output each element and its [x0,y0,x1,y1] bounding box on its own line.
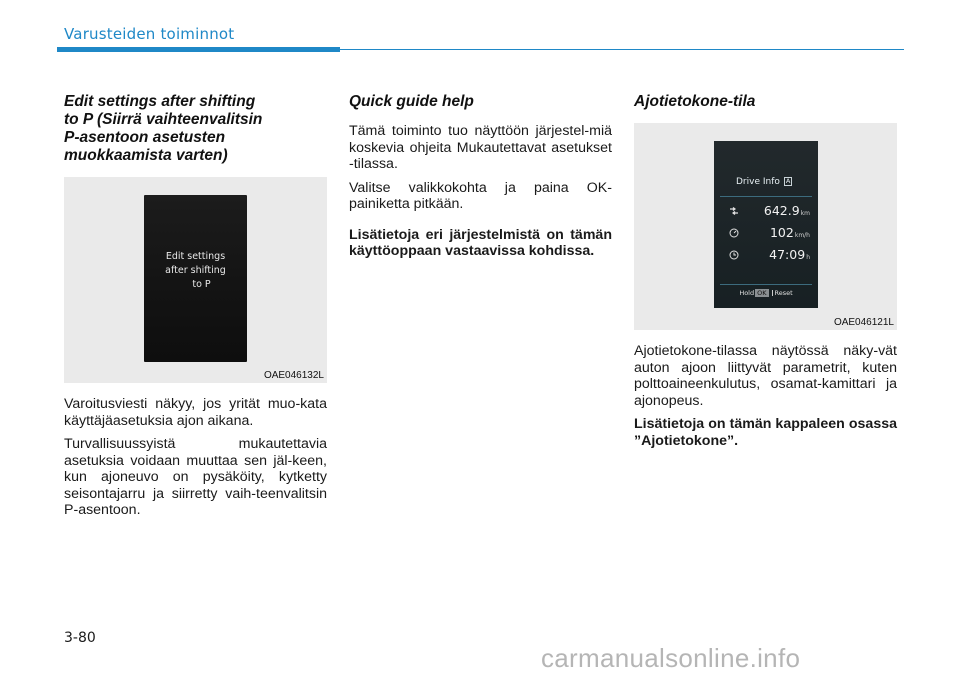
drive-info-title [736,177,792,187]
heading-drive-info: Ajotietokone-tila [634,93,756,110]
display-line: after shifting [165,265,226,276]
paragraph: Tämä toiminto tuo näyttöön järjestel-miä koskevia ohjeita Mukautettavat asetukset -tilassa. [349,123,612,172]
divider [720,196,812,197]
heading-line: Edit settings after shifting [64,93,256,110]
paragraph: Valitse valikkokohta ja paina OK-painiketta pitkään. [349,179,612,212]
heading-line: P-asentoon asetusten [64,129,226,146]
figure-drive-info [634,123,897,330]
hold-ok-reset-hint: Hold OK Reset [739,289,793,297]
fuel-range-icon [729,206,739,216]
paragraph: Ajotietokone-tilassa näytössä näky-vät auton ajoon liittyvät parametrit, kuten polttoaineenkulutus, osamat-kamittari ja ajonopeus. [634,343,897,409]
paragraph: Varoitusviesti näkyy, jos yrität muo-kata käyttäjäasetuksia ajon aikana. [64,396,327,429]
heading-quick-guide: Quick guide help [349,93,474,110]
bold-paragraph: Lisätietoja eri järjestelmistä on tämän käyttöoppaan vastaavissa kohdissa. [349,226,612,259]
drive-info-row [714,247,818,265]
figure-edit-settings [64,177,327,383]
section-title: Varusteiden toiminnot [64,25,235,43]
bold-paragraph: Lisätietoja on tämän kappaleen osassa ”Ajotietokone”. [634,416,897,449]
page-number: 3-80 [64,630,96,646]
speed-value: 102km/h [769,225,810,240]
cluster-display [714,141,818,308]
column-drive-info [634,93,897,456]
drive-info-row [714,225,818,243]
ok-key: OK [757,289,767,297]
display-line: to P [192,279,211,290]
divider [720,284,812,285]
time-value: 47:09h [769,247,810,262]
drive-info-row [714,203,818,221]
paragraph: Turvallisuussyistä mukautettavia asetuksia voidaan muuttaa sen jäl-keen, kun ajoneuvo on pysäköity, kytketty seisontajarru ja siirretty vaih-teenvalitsin P-asentoon. [64,436,327,518]
column-edit-settings [64,93,327,526]
heading-line: muokkaamista varten) [64,147,228,164]
watermark: carmanualsonline.info [541,643,801,673]
column-quick-guide [349,93,612,267]
heading-edit-settings [64,93,327,165]
auto-badge: A [785,177,791,185]
drive-info-title-text: Drive Info [736,177,780,187]
clock-icon [729,250,739,260]
header-rule-thick [57,47,340,52]
speedometer-icon [729,228,739,238]
cluster-display [144,195,247,362]
display-message [144,250,247,292]
figure-label: OAE046121L [833,317,894,328]
distance-value: 642.9km [763,203,810,218]
display-line: Edit settings [165,251,226,262]
figure-label: OAE046132L [263,370,324,381]
heading-line: to P (Siirrä vaihteenvalitsin [64,111,263,128]
header-rule-thin [340,49,904,50]
